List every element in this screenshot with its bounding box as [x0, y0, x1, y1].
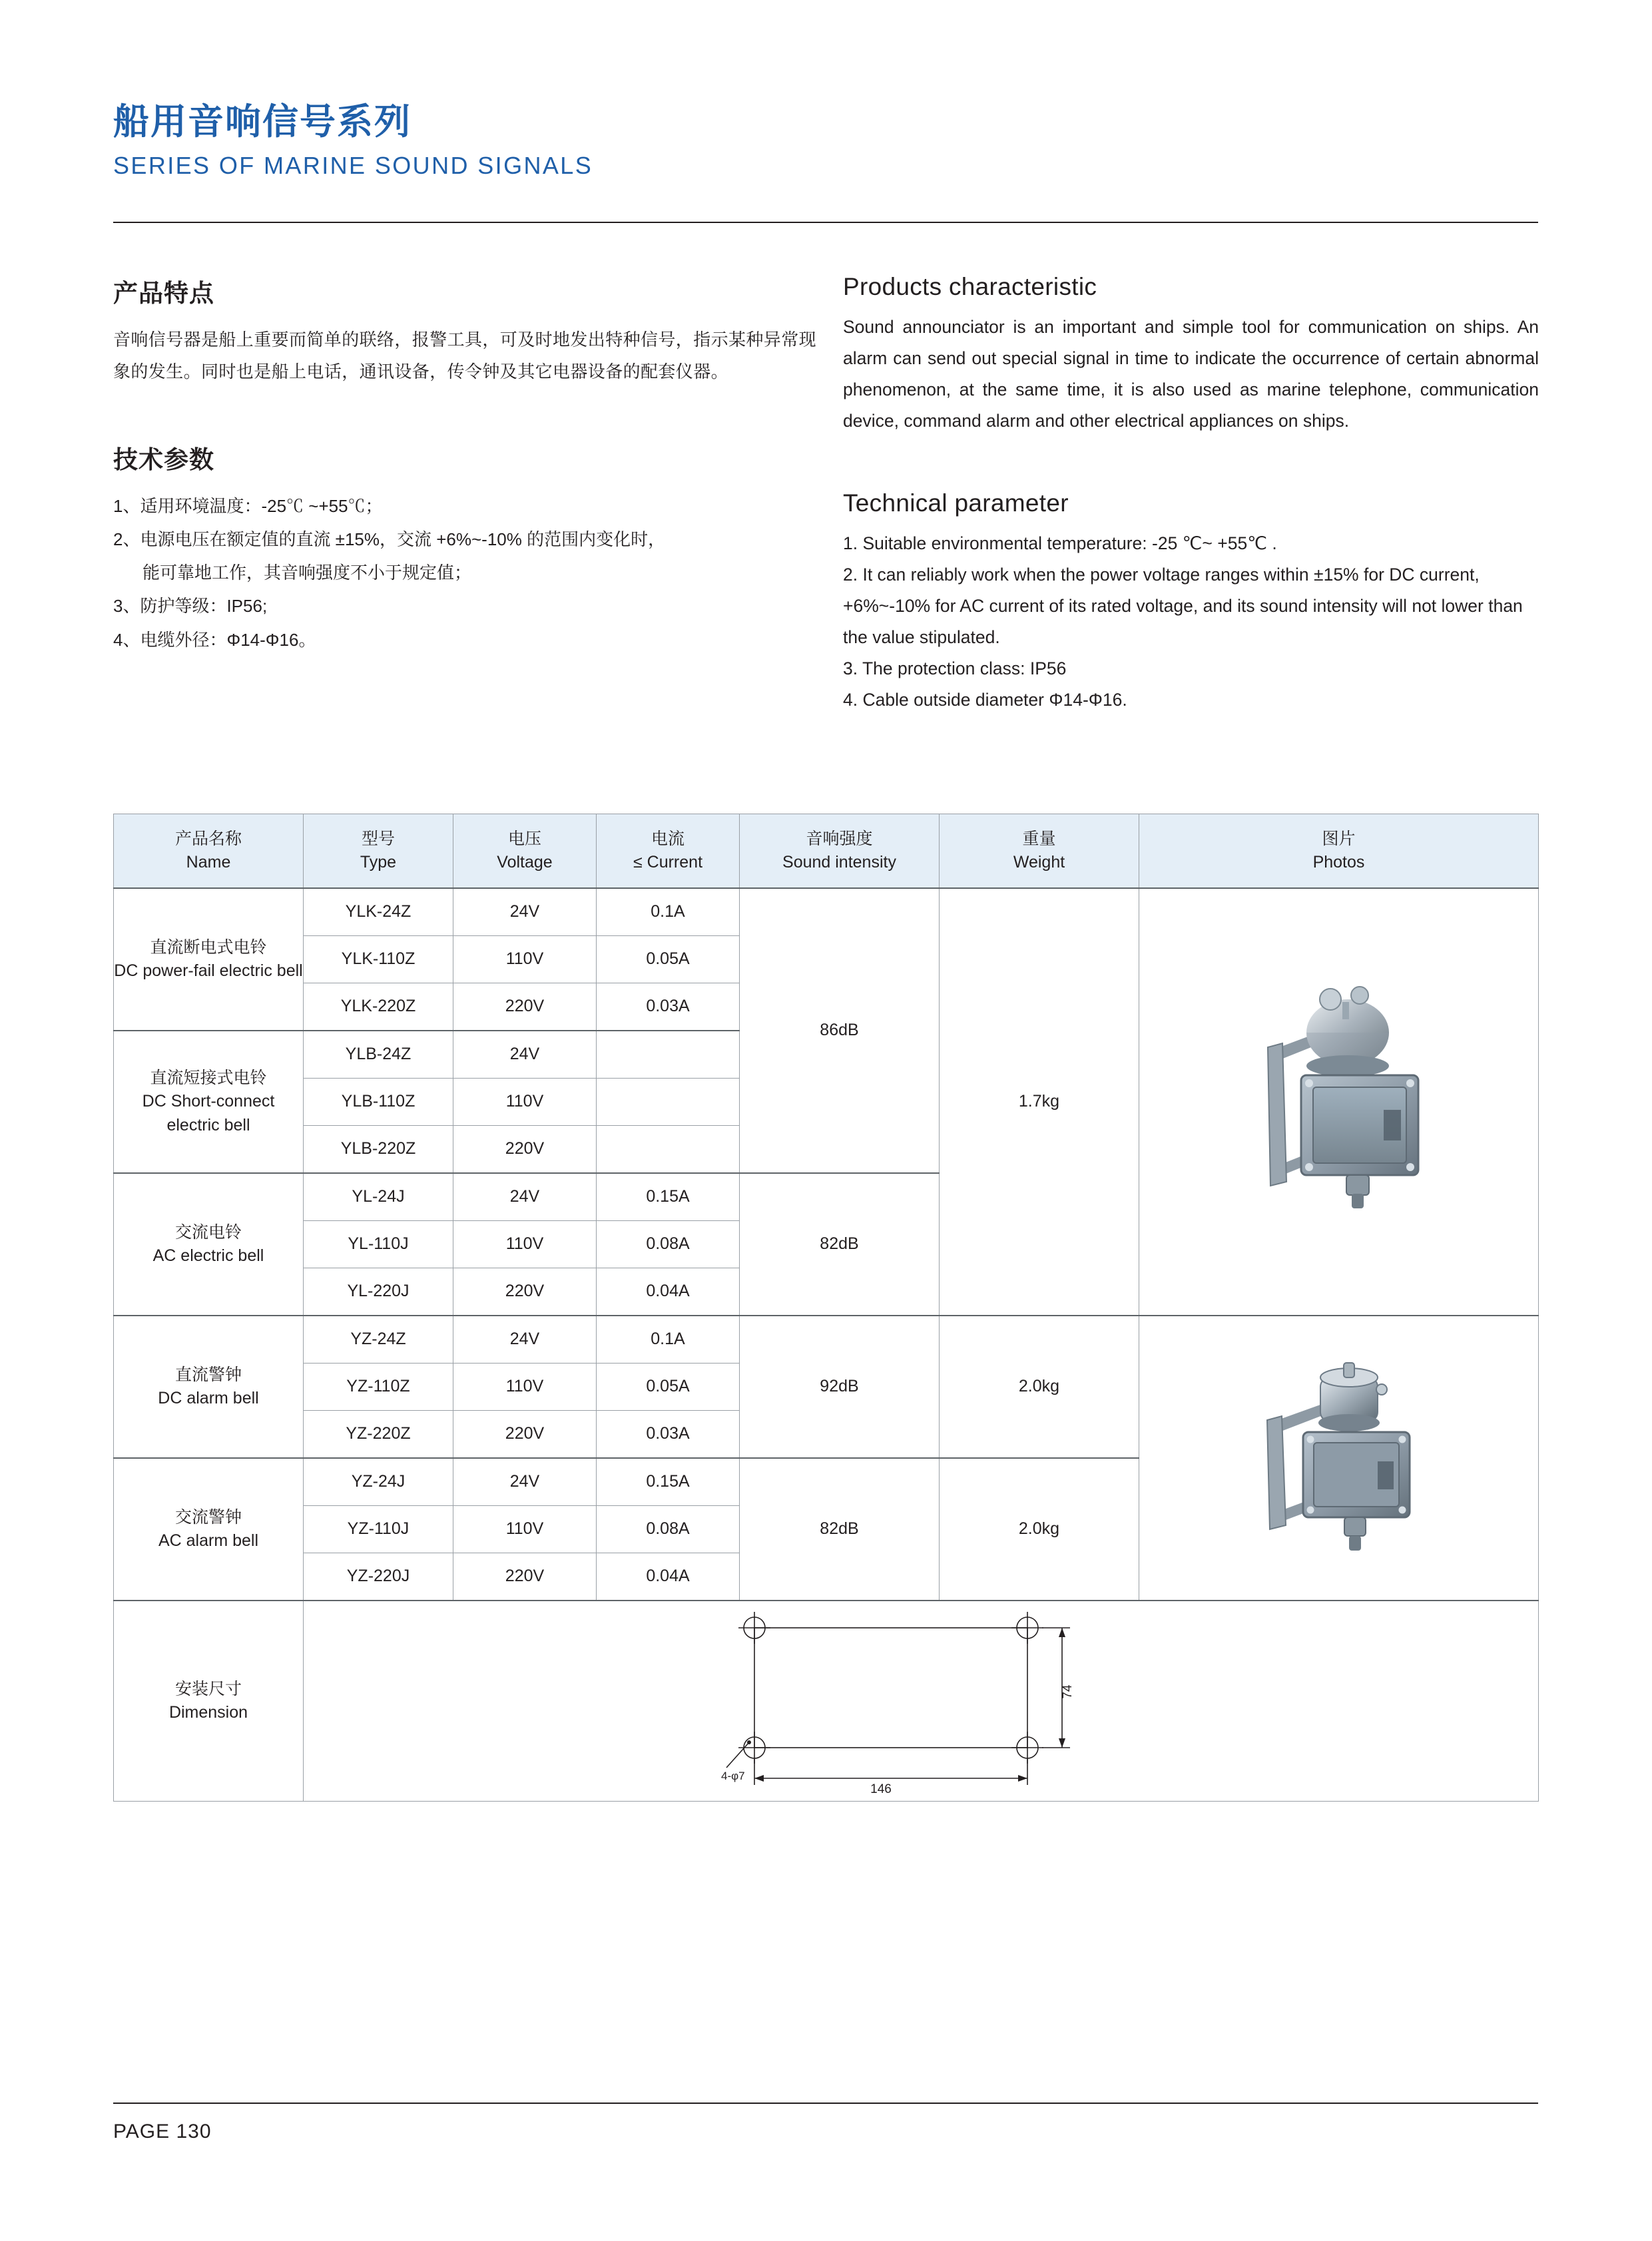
th-name-cn: 产品名称: [174, 829, 242, 848]
page-title-en: SERIES OF MARINE SOUND SIGNALS: [113, 151, 593, 179]
group-name-2: [114, 1031, 304, 1173]
tech-heading-en: Technical parameter: [843, 489, 1069, 517]
dimension-label-en: Dimension: [168, 1703, 248, 1722]
th-sound-cn: 音响强度: [806, 829, 873, 848]
group-name-en-5: AC alarm bell: [158, 1531, 259, 1550]
cell-voltage: 220V: [453, 1411, 597, 1459]
th-current: [597, 814, 740, 889]
cell-current: [597, 1079, 740, 1126]
cell-voltage: 110V: [453, 936, 597, 983]
th-name-en: Name: [186, 853, 231, 872]
tech-item-cn-3: 3、防护等级：IP56;: [113, 596, 268, 617]
cell-current: 0.05A: [597, 1364, 740, 1411]
group-name-5: [114, 1458, 304, 1601]
th-current-en: ≤ Current: [633, 853, 703, 872]
cell-type: YLK-220Z: [304, 983, 453, 1031]
group-name-en-4: DC alarm bell: [158, 1389, 259, 1407]
cell-voltage: 220V: [453, 1268, 597, 1316]
cell-type: YZ-220J: [304, 1553, 453, 1601]
group-name-cn-5: 交流警钟: [174, 1507, 242, 1527]
th-type-en: Type: [360, 853, 397, 872]
cell-type: YZ-24Z: [304, 1316, 453, 1364]
th-weight-cn: 重量: [1022, 829, 1056, 848]
cell-voltage: 220V: [453, 983, 597, 1031]
cell-current: 0.05A: [597, 936, 740, 983]
features-body-en: Sound announciator is an important and simple tool for communication on ships. An alarm can send out special signal in time to indicate the occurrence of certain abnormal phenomenon, at the same time, it is also used as marine telephone, communication device, command alarm and other electrical appliances on ships.: [843, 317, 1539, 431]
page-number: PAGE 130: [113, 2120, 212, 2142]
dimension-hole-note: 4-φ7: [721, 1770, 745, 1782]
cell-voltage: 110V: [453, 1506, 597, 1553]
th-weight: [940, 814, 1139, 889]
cell-current: 0.03A: [597, 1411, 740, 1459]
th-voltage-en: Voltage: [497, 853, 553, 872]
cell-voltage: 110V: [453, 1221, 597, 1268]
cell-voltage: 24V: [453, 1173, 597, 1221]
cell-voltage: 110V: [453, 1364, 597, 1411]
cell-type: YL-24J: [304, 1173, 453, 1221]
th-type-cn: 型号: [361, 829, 395, 848]
group-name-3: [114, 1173, 304, 1316]
features-heading-cn: 产品特点: [113, 280, 214, 307]
cell-voltage: 220V: [453, 1553, 597, 1601]
cell-voltage: 24V: [453, 1458, 597, 1506]
cell-current: 0.15A: [597, 1173, 740, 1221]
th-voltage: [453, 814, 597, 889]
cell-current: 0.1A: [597, 1316, 740, 1364]
cell-current: [597, 1031, 740, 1079]
th-voltage-cn: 电压: [507, 829, 541, 848]
cell-type: YLK-110Z: [304, 936, 453, 983]
cell-voltage: 24V: [453, 1031, 597, 1079]
tech-item-en-4: 4. Cable outside diameter Φ14-Φ16.: [843, 690, 1127, 710]
th-sound-en: Sound intensity: [782, 853, 896, 872]
tech-item-cn-2b: 能可靠地工作，其音响强度不小于规定值；: [142, 563, 472, 583]
cell-type: YLB-220Z: [304, 1126, 453, 1174]
spec-table: [113, 814, 1539, 1802]
cell-current: 0.08A: [597, 1506, 740, 1553]
left-column: [113, 273, 829, 657]
tech-item-en-1: 1. Suitable environmental temperature: -25 ℃~ +55℃ .: [843, 533, 1277, 553]
cell-current: 0.04A: [597, 1553, 740, 1601]
cell-voltage: 24V: [453, 888, 597, 936]
dimension-row: [114, 1601, 1539, 1802]
dimension-drawing-cell: [304, 1601, 1539, 1802]
right-column: [843, 273, 1539, 716]
th-sound: [740, 814, 940, 889]
photo-cell-alarm: [1139, 1316, 1539, 1601]
cell-type: YLB-110Z: [304, 1079, 453, 1126]
features-heading-en: Products characteristic: [843, 273, 1097, 300]
tech-list-cn: [113, 490, 829, 655]
cell-type: YZ-110J: [304, 1506, 453, 1553]
group-name-cn-1: 直流断电式电铃: [150, 937, 267, 957]
tech-item-cn-4: 4、电缆外径：Φ14-Φ16。: [113, 629, 316, 650]
dimension-width-label: 146: [870, 1782, 892, 1796]
cell-voltage: 110V: [453, 1079, 597, 1126]
th-weight-en: Weight: [1013, 853, 1065, 872]
cell-weight-3: 2.0kg: [940, 1458, 1139, 1601]
tech-item-en-3: 3. The protection class: IP56: [843, 658, 1067, 679]
spec-table-wrap: [113, 814, 1538, 1802]
cell-type: YZ-110Z: [304, 1364, 453, 1411]
group-name-en-3: AC electric bell: [152, 1246, 264, 1265]
photo-cell-bell: [1139, 888, 1539, 1316]
tech-list-en: [843, 528, 1539, 716]
group-name-cn-2: 直流短接式电铃: [150, 1068, 267, 1087]
th-current-cn: 电流: [651, 829, 685, 848]
page-title-cn: 船用音响信号系列: [113, 102, 412, 142]
tech-heading-cn: 技术参数: [113, 446, 214, 474]
header-divider: [113, 222, 1538, 223]
table-row: [114, 888, 1539, 936]
group-name-1: [114, 888, 304, 1031]
cell-sound-intensity-2: 82dB: [740, 1173, 940, 1316]
cell-current: [597, 1126, 740, 1174]
th-photos: [1139, 814, 1539, 889]
group-name-en-1: DC power-fail electric bell: [114, 961, 303, 980]
th-photos-en: Photos: [1312, 853, 1365, 872]
cell-current: 0.1A: [597, 888, 740, 936]
cell-weight-2: 2.0kg: [940, 1316, 1139, 1458]
dimension-height-label: 74: [1061, 1684, 1075, 1699]
cell-current: 0.03A: [597, 983, 740, 1031]
cell-sound-intensity-3: 92dB: [740, 1316, 940, 1458]
th-type: [304, 814, 453, 889]
cell-type: YL-110J: [304, 1221, 453, 1268]
cell-sound-intensity-4: 82dB: [740, 1458, 940, 1601]
group-name-4: [114, 1316, 304, 1458]
dimension-label: [114, 1601, 304, 1802]
cell-current: 0.15A: [597, 1458, 740, 1506]
group-name-cn-3: 交流电铃: [174, 1222, 242, 1242]
cell-type: YZ-220Z: [304, 1411, 453, 1459]
cell-type: YL-220J: [304, 1268, 453, 1316]
table-header-row: [114, 814, 1539, 889]
th-name: [114, 814, 304, 889]
tech-item-en-2: 2. It can reliably work when the power voltage ranges within ±15% for DC current, +6%~-10% for AC current of its rated voltage, and its sound intensity will not lower than the value stipulated.: [843, 564, 1523, 648]
cell-current: 0.08A: [597, 1221, 740, 1268]
th-photos-cn: 图片: [1322, 829, 1356, 848]
product-photo-electric-bell: [1229, 969, 1449, 1235]
tech-item-cn-2: 2、电源电压在额定值的直流 ±15%，交流 +6%~-10% 的范围内变化时，: [113, 529, 666, 550]
cell-type: YZ-24J: [304, 1458, 453, 1506]
cell-current: 0.04A: [597, 1268, 740, 1316]
page-header: [113, 100, 1538, 180]
product-photo-alarm-bell: [1239, 1348, 1439, 1568]
tech-item-cn-1: 1、适用环境温度：-25℃ ~+55℃；: [113, 496, 383, 517]
features-body-cn: 音响信号器是船上重要而简单的联络，报警工具，可及时地发出特种信号，指示某种异常现象的发生。同时也是船上电话，通讯设备，传令钟及其它电器设备的配套仪器。: [113, 330, 817, 382]
dimension-label-cn: 安装尺寸: [174, 1679, 242, 1698]
group-name-cn-4: 直流警钟: [174, 1365, 242, 1384]
cell-sound-intensity-1: 86dB: [740, 888, 940, 1173]
cell-type: YLK-24Z: [304, 888, 453, 936]
cell-weight-1: 1.7kg: [940, 888, 1139, 1316]
footer-divider: [113, 2103, 1538, 2104]
cell-voltage: 24V: [453, 1316, 597, 1364]
group-name-en-2: DC Short-connect electric bell: [142, 1092, 275, 1134]
cell-voltage: 220V: [453, 1126, 597, 1174]
cell-type: YLB-24Z: [304, 1031, 453, 1079]
dimension-drawing: [714, 1601, 1127, 1801]
table-row: [114, 1316, 1539, 1364]
